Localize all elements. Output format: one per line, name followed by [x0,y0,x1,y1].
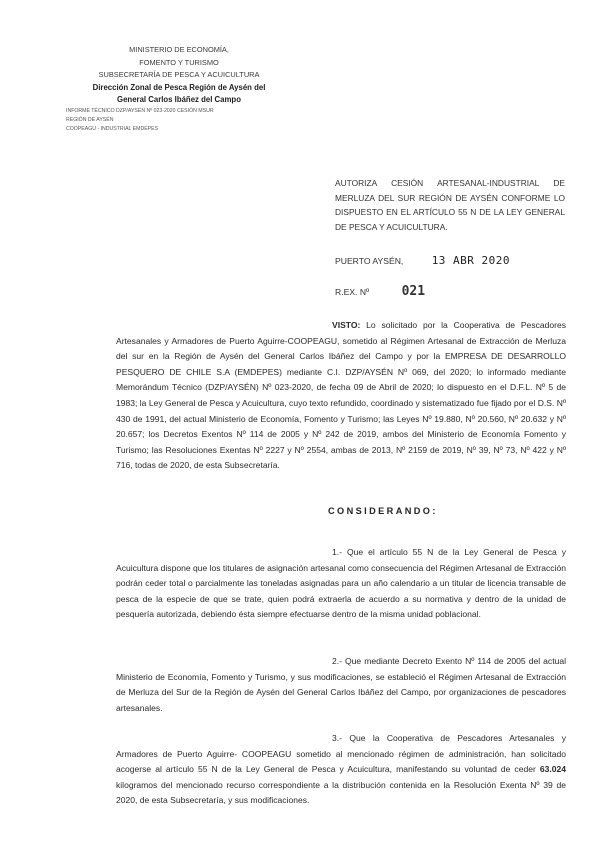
ministry-line-2: FOMENTO Y TURISMO [139,57,219,67]
considerando-2-text: 2.- Que mediante Decreto Exento Nº 114 de 2005 del actual Ministerio de Economía, Fomento y Turismo, y sus modificaciones, se estableció el Régimen Artesanal de Extracción de Merluza del Sur de la Región de Aysén del General Carlos Ibáñez del Campo, por organizaciones de pescadores artesanales. [116,656,566,713]
region-ref: REGIÓN DE AYSÉN [66,116,114,123]
region-name-line: General Carlos Ibáñez del Campo [117,95,241,104]
considerando-3-text-a: 3.- Que la Cooperativa de Pescadores Artesanales y Armadores de Puerto Aguirre- COOPEAGU sometido al mencionado régimen de administración, han solicitado acogerse al artículo 55 N de la Ley General de Pesca y Acuicultura, manifestando su voluntad de ceder [116,733,566,775]
considerando-heading: CONSIDERANDO: [328,506,438,516]
parties-ref: COOPEAGU - INDUSTRIAL EMDEPES [66,125,159,132]
zonal-direction-line: Dirección Zonal de Pesca Región de Aysén del [92,82,266,92]
rex-label: R.EX. Nº [335,287,370,297]
considerando-3-text-b: kilogramos del mencionado recurso correspondiente a la distribución contenida en la Resolución Exenta Nº 39 de 2020, de esta Subsecretaría, y sus modificaciones. [116,779,566,806]
resolution-number [335,284,425,299]
visto-paragraph [116,318,566,474]
considerando-1-text: 1.- Que el artículo 55 N de la Ley General de Pesca y Acuicultura dispone que los titulares de asignación artesanal como consecuencia del Régimen Artesanal de Extracción podrán ceder total o parcialmente las toneladas asignadas para un año calendario a un titular de licencia transable de pesca de la especie de que se trate, quien podrá extraerla de acuerdo a su normativa y dentro de la unidad de pesquería autorizada, debiendo ésta siempre efectuarse dentro de la misma unidad poblacional. [116,547,566,620]
technical-report-ref: INFORME TÉCNICO DZP/AYSÉN Nº 023-2020 CESIÓN MSUR [66,107,214,114]
dateline [335,254,510,267]
considerando-1 [116,545,566,623]
place-label: PUERTO AYSÉN, [335,256,404,266]
letterhead [60,44,298,134]
date-stamp: 13 ABR 2020 [431,254,511,267]
ceded-quantity: 63.024 [539,764,566,775]
rex-number: 021 [401,284,426,299]
visto-label: VISTO: [332,320,361,330]
considerando-2 [116,654,566,716]
considerando-3 [116,731,566,809]
ministry-line: MINISTERIO DE ECONOMÍA, [129,45,229,54]
undersecretariat-line: SUBSECRETARÍA DE PESCA Y ACUICULTURA [98,70,260,79]
visto-text: Lo solicitado por la Cooperativa de Pescadores Artesanales y Armadores de Puerto Aguirre-COOPEAGU, sometido al Régimen Artesanal de Extracción de Merluza del sur en la Región de Aysén del General Carlos Ibáñez del Campo y por la EMPRESA DE DESARROLLO PESQUERO DE CHILE S.A (EMDEPES) mediante C.I. DZP/AYSÉN Nº 069, del 2020; lo informado mediante Memorándum Técnico (DZP/AYSÉN) Nº 023-2020, de fecha 09 de Abril de 2020; lo dispuesto en el D.F.L. Nº 5 de 1983; la Ley General de Pesca y Acuicultura, cuyo texto refundido, coordinado y sistematizado fue fijado por el D.S. Nº 430 de 1991, del actual Ministerio de Economía, Fomento y Turismo; las Leyes Nº 19.880, Nº 20.560, Nº 20.632 y Nº 20.657; los Decretos Exentos Nº 114 de 2005 y Nº 242 de 2019, ambos del Ministerio de Economía Fomento y Turismo; las Resoluciones Exentas Nº 2227 y Nº 2554, ambas de 2013, Nº 2159 de 2019, Nº 39, Nº 73, Nº 422 y Nº 716, todas de 2020, de esta Subsecretaría. [116,320,566,471]
resolution-title: AUTORIZA CESIÓN ARTESANAL-INDUSTRIAL DE MERLUZA DEL SUR REGIÓN DE AYSÉN CONFORME LO DISPUESTO EN EL ARTÍCULO 55 N DE LA LEY GENERAL DE PESCA Y ACUICULTURA. [335,178,565,232]
